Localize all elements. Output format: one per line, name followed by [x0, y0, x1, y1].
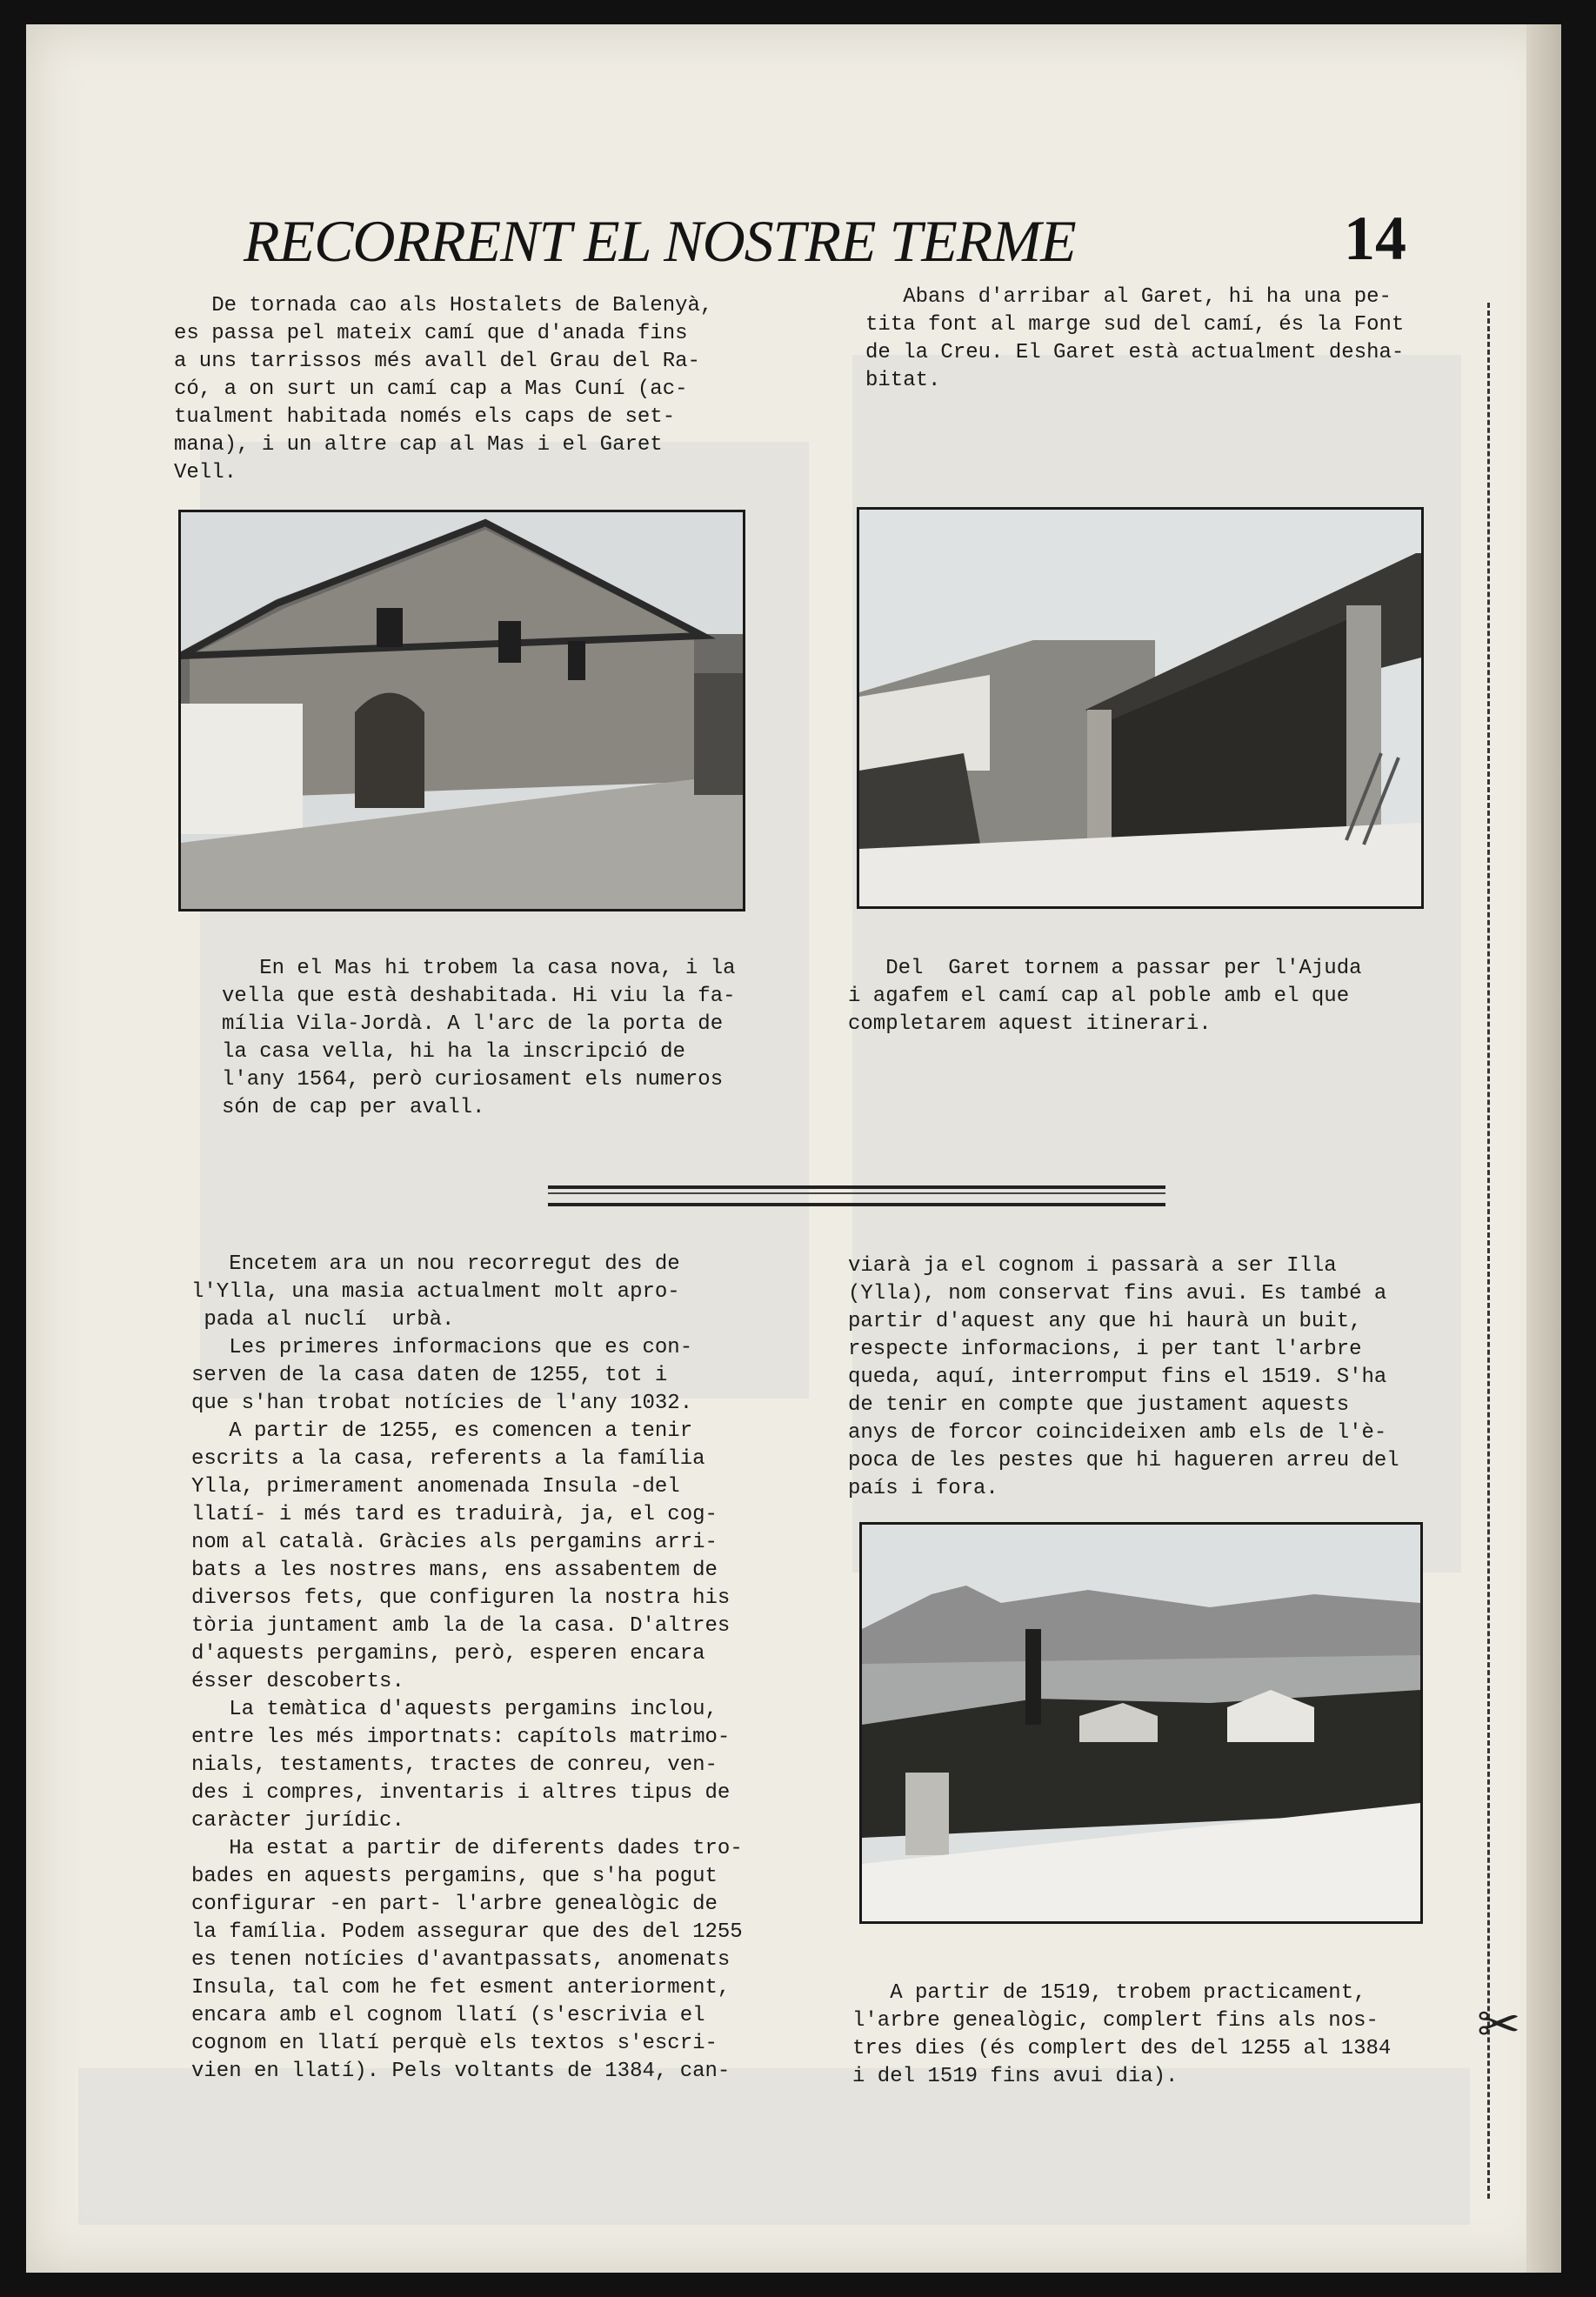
page-number: 14 [1344, 204, 1406, 273]
intro-text-right: Abans d'arribar al Garet, hi ha una pe- tita font al marge sud del camí, és la Font de la Creu. El Garet està actualment desha- bitat. [865, 285, 1405, 392]
photo-ylla-landscape [859, 1522, 1423, 1924]
show-through-block [78, 2068, 1470, 2225]
magazine-page [26, 24, 1561, 2273]
article-text-right: viarà ja el cognom i passarà a ser Illa (Ylla), nom conservat fins avui. Es també a partir d'aquest any que hi haurà un buit, respecte informacions, i per tant l'arbre queda, aquí, interromput fins el 1519. S'ha de tenir en compte que justament aquests anys de forcor coincideixen amb els de l'è- poca de les pestes que hi hagueren arreu del país i fora. [848, 1254, 1399, 1500]
margin-cut-line [1487, 303, 1490, 2199]
section-divider [548, 1185, 1165, 1206]
photo-mas-house [178, 510, 745, 911]
scissors-mark: ✂ [1477, 1994, 1521, 2055]
caption-ylla: A partir de 1519, trobem practicament, l'arbre genealògic, complert fins als nos- tres dies (és complert des del 1255 al 1384 i del 1519 fins avui dia). [852, 1981, 1392, 2088]
photo-garet [857, 507, 1424, 909]
intro-text-left: De tornada cao als Hostalets de Balenyà, es passa pel mateix camí que d'anada fins a uns tarrissos més avall del Grau del Ra- có, a on surt un camí cap a Mas Cuní (ac- tualment habitada només els caps de set- mana), i un altre cap al Mas i el Garet Vell. [174, 294, 713, 484]
article-text-left: Encetem ara un nou recorregut des de l'Ylla, una masia actualment molt apro- pada al nuclí urbà. Les primeres informacions que es con- serven de la casa daten de 1255, tot i que s'han trobat notícies de l'any 1032. A partir de 1255, es comencen a tenir escrits a la casa, referents a la família Ylla, primerament anomenada Insula -del llatí- i més tard es traduirà, ja, el cog- nom al català. Gràcies als pergamins arri- bats a les nostres mans, ens assabentem de diversos fets, que configuren la nostra his tòria juntament amb la de la casa. D'altres d'aquests pergamins, però, esperen encara ésser descoberts. La temàtica d'aquests pergamins inclou, entre les més importnats: capítols matrimo- nials, testaments, tractes de conreu, ven- des i compres, inventaris i altres tipus de caràcter jurídic. Ha estat a partir de diferents dades tro- bades en aquests pergamins, que s'ha pogut configurar -en part- l'arbre genealògic de la família. Podem assegurar que des del 1255 es tenen notícies d'avantpassats, anomenats Insula, tal com he fet esment anteriorment, encara amb el cognom llatí (s'escrivia el cognom en llatí perquè els textos s'escri- vien en llatí). Pels voltants de 1384, can- [191, 1252, 743, 2083]
ylla-landscape-image [862, 1525, 1420, 1921]
caption-garet: Del Garet tornem a passar per l'Ajuda i agafem el camí cap al poble amb el que completarem aquest itinerari. [848, 957, 1362, 1036]
page-title: RECORRENT EL NOSTRE TERME [244, 208, 1076, 274]
garet-image [859, 510, 1421, 906]
page-spine [1526, 24, 1561, 2273]
mas-house-image [181, 512, 743, 909]
caption-mas: En el Mas hi trobem la casa nova, i la vella que està deshabitada. Hi viu la fa- mília Vila-Jordà. A l'arc de la porta de la casa vella, hi ha la inscripció de l'any 1564, però curiosament els numeros són de cap per avall. [222, 957, 736, 1119]
